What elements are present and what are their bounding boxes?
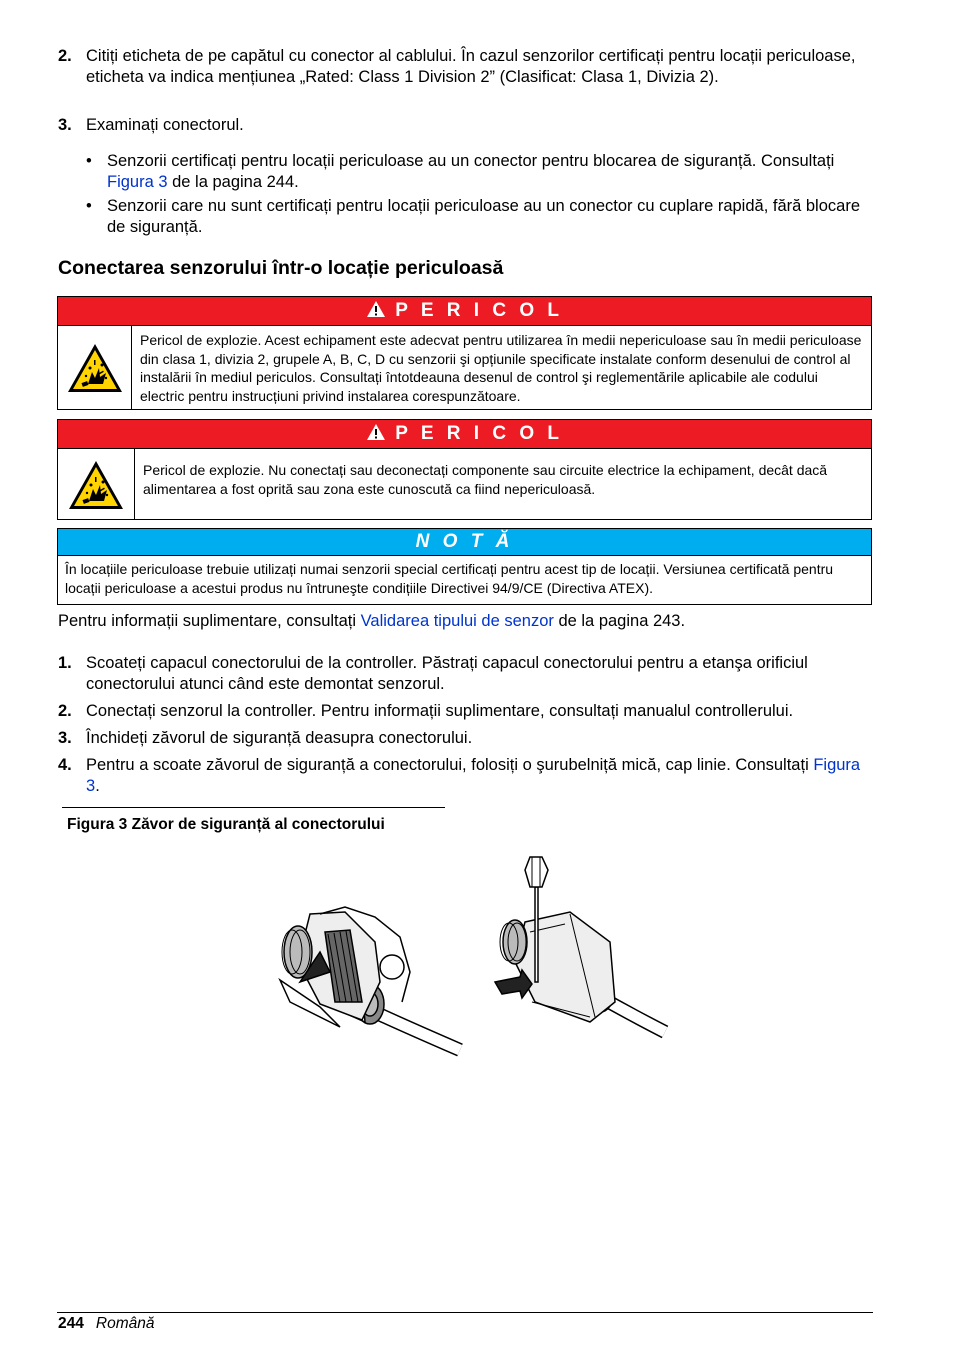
section-title: Conectarea senzorului într-o locație periculoasă <box>58 257 504 279</box>
figure-3-link[interactable]: Figura 3 <box>107 173 168 191</box>
sensor-validation-link[interactable]: Validarea tipului de senzor <box>360 612 554 630</box>
danger-box-2 <box>57 419 872 520</box>
step-number: 1. <box>58 654 72 672</box>
step-number: 4. <box>58 756 72 774</box>
bullet-text-end: de la pagina 244. <box>167 173 299 191</box>
danger-message: Pericol de explozie. Nu conectați sau deconectați componente sau circuite electrice la echipament, decât dacă alimentarea a fost oprită sau zona este cunoscută ca fiind nepericuloasă. <box>143 462 828 497</box>
figure-3-link[interactable]: Figura 3 <box>86 756 861 795</box>
step-number: 2. <box>58 702 72 720</box>
step-text: Scoateți capacul conectorului de la controller. Păstrați capacul conectorului pentru a etanşa orificiul conectorului atunci când este demontat senzorul. <box>86 654 808 693</box>
caption-rule <box>62 807 445 808</box>
danger-label: P E R I C O L <box>395 423 564 444</box>
step-3-examine-connector <box>58 115 873 136</box>
step-text-end: . <box>95 777 100 795</box>
bullet-non-certified-sensors <box>86 196 876 238</box>
more-info-paragraph <box>58 611 873 632</box>
connector-latch-illustration <box>170 852 690 1072</box>
step-2-connect-sensor <box>58 701 873 722</box>
warning-triangle-icon <box>366 423 386 441</box>
bullet-dot: • <box>86 152 92 170</box>
danger-box-1 <box>57 296 872 410</box>
note-box <box>57 528 872 605</box>
figure-caption: Figura 3 Zăvor de siguranță al conectorului <box>67 816 385 833</box>
danger-message: Pericol de explozie. Acest echipament este adecvat pentru utilizarea în medii nepericuloase sau în medii periculoase din clasa 1, divizia 2, grupele A, B, C, D cu senzorii şi opțiunile specificate instalate conform desenului de control al instalării în mediul periculos. Consultați întotdeauna desenul de control şi reglementările aplicabile ale codului electric pentru instrucțiuni privind instalarea corespunzătoare. <box>140 332 862 404</box>
step-3-close-latch <box>58 728 873 749</box>
danger-label: P E R I C O L <box>395 300 564 321</box>
page-number: 244 <box>58 1315 84 1332</box>
footer-rule <box>57 1312 873 1313</box>
explosion-hazard-icon <box>58 449 135 520</box>
step-number: 3. <box>58 116 72 134</box>
step-4-remove-latch <box>58 755 873 797</box>
bullet-certified-sensors <box>86 151 876 193</box>
step-text: Închideți zăvorul de siguranță deasupra conectorului. <box>86 729 473 747</box>
step-1-remove-cap <box>58 653 873 695</box>
note-header: N O T Ă <box>58 529 871 556</box>
explosion-hazard-icon <box>58 326 132 410</box>
step-text: Examinați conectorul. <box>86 116 244 134</box>
bullet-text: Senzorii certificați pentru locații periculoase au un conector pentru blocarea de siguranță. Consultați <box>107 152 835 170</box>
step-number: 2. <box>58 47 72 65</box>
bullet-dot: • <box>86 197 92 215</box>
note-message: În locațiile periculoase trebuie utilizați numai senzorii special certificați pentru acest tip de locații. Versiunea certificată pentru locații periculoase a acestui produs nu întruneşte condițiile Directivei 94/9/CE (Directiva ATEX). <box>65 561 834 596</box>
danger-header <box>58 420 871 449</box>
footer-language: Română <box>95 1315 155 1332</box>
warning-triangle-icon <box>366 300 386 318</box>
step-number: 3. <box>58 729 72 747</box>
step-text: Pentru a scoate zăvorul de siguranță a conectorului, folosiți o şurubelniță mică, cap linie. Consultați <box>86 756 814 774</box>
step-2-read-label <box>58 46 873 88</box>
step-text: Citiți eticheta de pe capătul cu conector al cablului. În cazul senzorilor certificați pentru locații periculoase, eticheta va indica mențiunea „Rated: Class 1 Division 2” (Clasificat: Clasa 1, Divizia 2). <box>86 47 856 86</box>
bullet-text: Senzorii care nu sunt certificați pentru locații periculoase au un conector cu cuplare rapidă, fără blocare de siguranță. <box>107 197 860 236</box>
more-info-text-end: de la pagina 243. <box>553 612 686 630</box>
more-info-text: Pentru informații suplimentare, consultați <box>58 612 361 630</box>
danger-header <box>58 297 871 326</box>
page-footer <box>58 1313 154 1334</box>
step-text: Conectați senzorul la controller. Pentru informații suplimentare, consultați manualul controllerului. <box>86 702 794 720</box>
